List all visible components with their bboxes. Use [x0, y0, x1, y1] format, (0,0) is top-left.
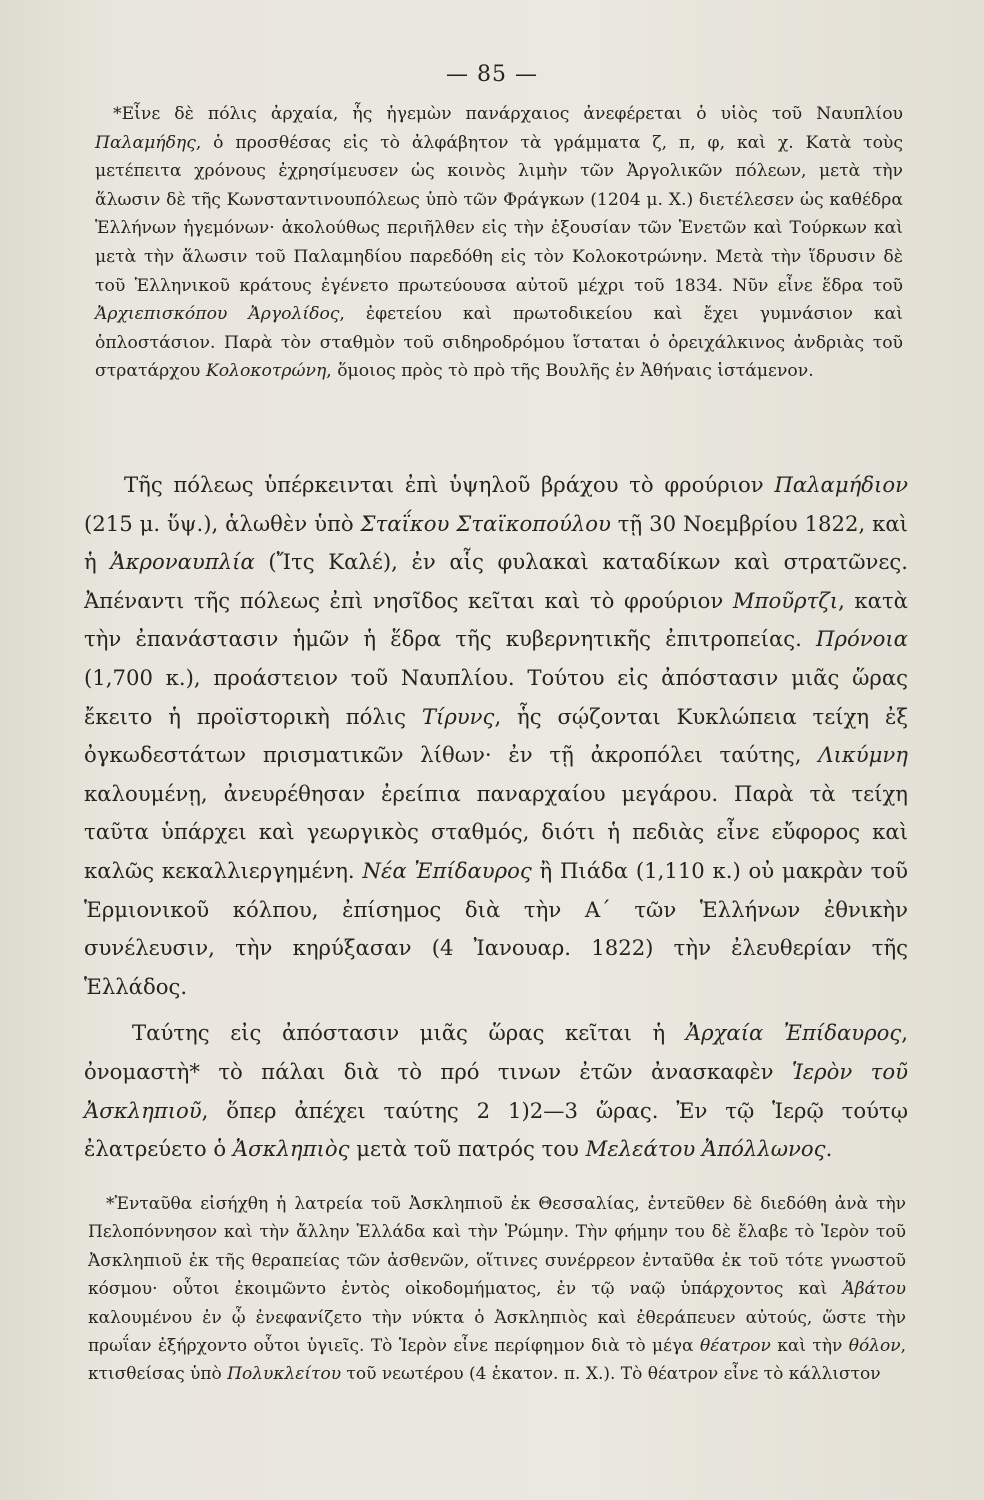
text-run: τοῦ νεωτέρου (4 ἑκατον. π. Χ.). Τὸ θέατρον εἶνε τὸ κάλλιστον	[341, 1364, 881, 1385]
text-run: καλουμένῃ, ἀνευρέθησαν ἐρείπια παναρχαίου μεγάρου. Παρὰ τὰ τείχη ταῦτα ὑπάρχει καὶ γεωργικὸς σταθμός, διότι ἡ πεδιὰς εἶνε εὔφορος καὶ καλῶς κεκαλλιεργημένη.	[84, 780, 908, 883]
text-run: καλουμένου ἐν ᾧ ἐνεφανίζετο τὴν νύκτα ὁ Ἀσκληπιὸς καὶ ἐθεράπευεν αὐτούς, ὥστε τὴν πρωΐαν ἐξήρχοντο οὗτοι ὑγιεῖς. Τὸ Ἱερὸν εἶνε περίφημον διὰ τὸ μέγα	[88, 1307, 906, 1357]
italic-term: Ἀβάτου	[842, 1279, 906, 1300]
italic-term: Ἀρχαία Ἐπίδαυρος	[685, 1020, 902, 1046]
italic-term: θόλον	[848, 1336, 901, 1357]
text-run: *Εἶνε δὲ πόλις ἀρχαία, ἧς ἡγεμὼν πανάρχαιος ἀνεφέρεται ὁ υἱὸς τοῦ Ναυπλίου	[113, 104, 903, 124]
footnote-bottom-text	[88, 1190, 906, 1389]
footnote-top-text	[95, 100, 903, 386]
text-run: , ὁ προσθέσας εἰς τὸ ἀλφάβητον τὰ γράμματα ζ, π, φ, καὶ χ. Κατὰ τοὺς μετέπειτα χρόνους ἐχρησίμευσεν ὡς κοινὸς λιμὴν τῶν Ἀργολικῶν πόλεων, μετὰ τὴν ἅλωσιν δὲ τῆς Κωνσταντινουπόλεως ὑπὸ τῶν Φράγκων (1204 μ. Χ.) διετέλεσεν ὡς καθέδρα Ἑλλήνων ἡγεμόνων· ἀκολούθως περιῆλθεν εἰς τὴν ἐξουσίαν τῶν Ἑνετῶν καὶ Τούρκων καὶ μετὰ τὴν ἅλωσιν τοῦ Παλαμηδίου παρεδόθη εἰς τὸν Κολοκοτρώνην. Μετὰ τὴν ἵδρυσιν δὲ τοῦ Ἑλληνικοῦ κράτους ἐγένετο πρωτεύουσα αὐτοῦ μέχρι τοῦ 1834. Νῦν εἶνε ἕδρα τοῦ	[95, 132, 903, 296]
italic-term: Νέα Ἐπίδαυρος	[362, 857, 532, 883]
main-paragraph-1	[84, 466, 908, 1006]
text-run: .	[825, 1136, 833, 1162]
footnote-top	[95, 100, 903, 386]
italic-term: Τίρυνς	[421, 703, 495, 729]
text-run: , ὅπερ ἀπέχει ταύτης 2 1)2—3 ὥρας. Ἐν τῷ Ἱερῷ τούτῳ ἐλατρεύετο ὁ	[84, 1097, 908, 1162]
italic-term: θέατρον	[699, 1336, 771, 1357]
main-paragraph-2	[84, 1014, 908, 1168]
text-run: ἢ Πιάδα (1,110 κ.) οὐ μακρὰν τοῦ Ἑρμιονικοῦ κόλπου, ἐπίσημος διὰ τὴν Α΄ τῶν Ἑλλήνων ἐθνικὴν συνέλευσιν, τὴν κηρύξασαν (4 Ἰανουαρ. 1822) τὴν ἐλευθερίαν τῆς Ἑλλάδος.	[84, 857, 909, 999]
italic-term: Παλαμήδιον	[774, 472, 908, 497]
italic-term: Ἱερὸν τοῦ Ἀσκληπιοῦ	[84, 1058, 908, 1123]
text-run: , ἐφετείου καὶ πρωτοδικείου καὶ ἔχει γυμνάσιον καὶ ὁπλοστάσιον. Παρὰ τὸν σταθμὸν τοῦ σιδηροδρόμου ἵσταται ὁ ὀρειχάλκινος ἀνδριὰς τοῦ στρατάρχου	[95, 304, 903, 382]
text-run: , κατὰ τὴν ἐπανάστασιν ἡμῶν ἡ ἕδρα τῆς κυβερνητικῆς ἐπιτροπείας.	[84, 587, 908, 652]
text-run: (Ἴτς Καλέ), ἐν αἷς φυλακαὶ καταδίκων καὶ στρατῶνες. Ἀπέναντι τῆς πόλεως ἐπὶ νησῖδος κεῖται καὶ τὸ φρούριον	[84, 549, 908, 613]
italic-term: Πολυκλείτου	[227, 1364, 342, 1385]
main-text	[84, 466, 908, 1169]
text-run: , ὅμοιος πρὸς τὸ πρὸ τῆς Βουλῆς ἐν Ἀθήναις ἱστάμενον.	[326, 361, 814, 382]
text-run: μετὰ τοῦ πατρός του	[349, 1136, 586, 1162]
italic-term: Σταΐκου Σταϊκοπούλου	[360, 510, 611, 536]
text-run: , κτισθείσας ὑπὸ	[88, 1336, 906, 1385]
text-run: , ἧς σῴζονται Κυκλώπεια τείχη ἐξ ὀγκωδεστάτων πρισματικῶν λίθων· ἐν τῇ ἀκροπόλει ταύτης,	[84, 703, 909, 768]
italic-term: Κολοκοτρώνη	[205, 361, 327, 382]
text-run: (215 μ. ὕψ.), ἁλωθὲν ὑπὸ	[84, 510, 361, 536]
italic-term: Παλαμήδης	[95, 132, 196, 153]
italic-term: Ἀκροναυπλία	[110, 549, 255, 575]
text-run: *Ἐνταῦθα εἰσήχθη ἡ λατρεία τοῦ Ἀσκληπιοῦ ἐκ Θεσσαλίας, ἐντεῦθεν δὲ διεδόθη ἀνὰ τὴν Πελοπόννησον καὶ τὴν ἄλλην Ἑλλάδα καὶ τὴν Ῥώμην. Τὴν φήμην του δὲ ἔλαβε τὸ Ἱερὸν τοῦ Ἀσκληπιοῦ ἐκ τῆς θεραπείας τῶν ἀσθενῶν, οἵτινες συνέρρεον ἐνταῦθα ἐκ τοῦ τότε γνωστοῦ κόσμου· οὗτοι ἐκοιμῶντο ἐντὸς οἰκοδομήματος, ἐν τῷ ναῷ ὑπάρχοντος καὶ	[88, 1194, 906, 1300]
text-run: τῇ 30 Νοεμβρίου 1822, καὶ ἡ	[84, 510, 908, 575]
text-run: Τῆς πόλεως ὑπέρκεινται ἐπὶ ὑψηλοῦ βράχου τὸ φρούριον	[124, 472, 775, 497]
text-run: καὶ τὴν	[770, 1336, 849, 1357]
text-run: (1,700 κ.), προάστειον τοῦ Ναυπλίου. Τούτου εἰς ἀπόστασιν μιᾶς ὥρας ἔκειτο ἡ προϊστορικὴ πόλις	[84, 664, 908, 729]
italic-term: Λικύμνη	[818, 742, 908, 768]
italic-term: Μποῦρτζι	[732, 587, 839, 613]
italic-term: Πρόνοια	[816, 626, 908, 652]
text-run: Ταύτης εἰς ἀπόστασιν μιᾶς ὥρας κεῖται ἡ	[132, 1020, 686, 1046]
italic-term: Ἀσκληπιὸς	[232, 1136, 350, 1162]
page-number: — 85 —	[446, 62, 538, 87]
italic-term: Μελεάτου Ἀπόλλωνος	[585, 1136, 826, 1162]
text-run: , ὀνομαστὴ* τὸ πάλαι διὰ τὸ πρό τινων ἐτῶν ἀνασκαφὲν	[84, 1020, 908, 1084]
footnote-bottom	[88, 1190, 906, 1389]
italic-term: Ἀρχιεπισκόπου Ἀργολίδος	[95, 304, 340, 325]
